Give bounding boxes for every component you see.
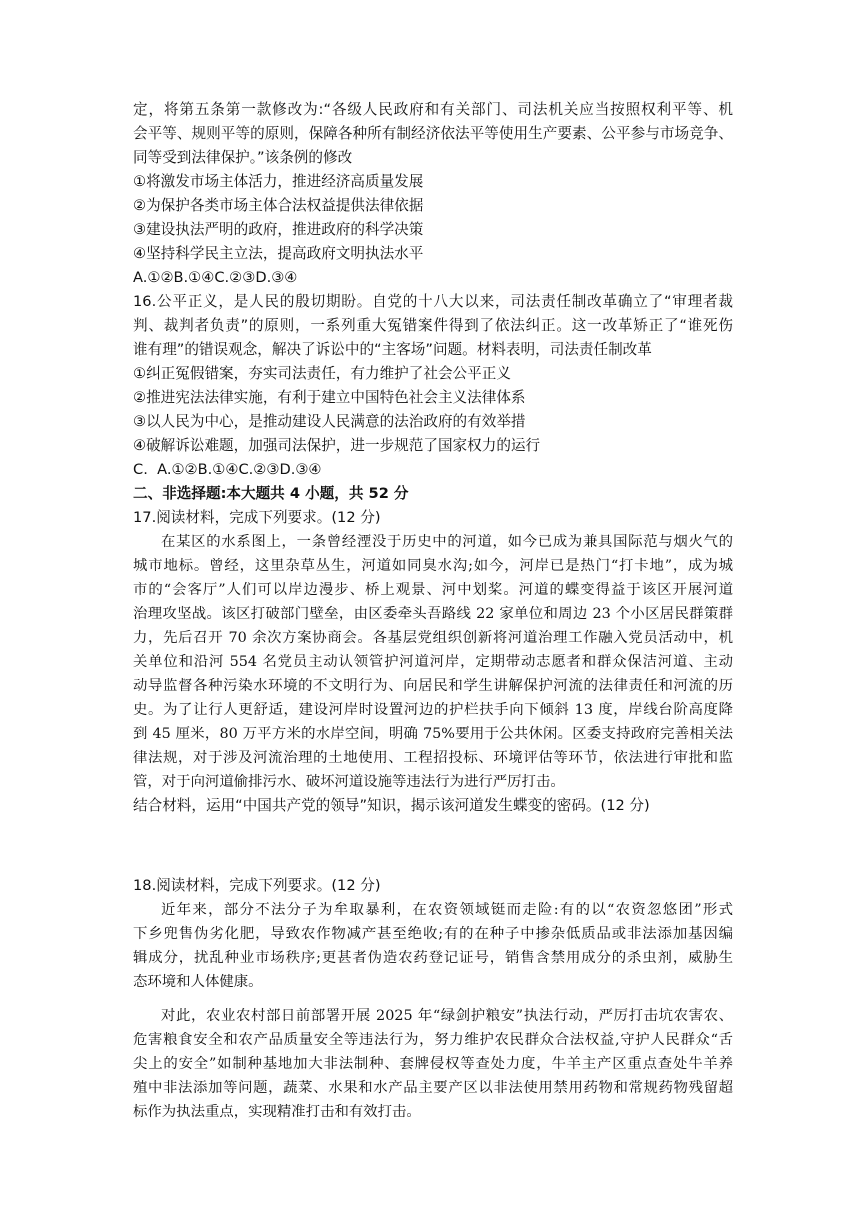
q18-material-line: 下乡兜售伪劣化肥，导致农作物减产甚至绝收;有的在种子中掺杂低质品或非法添加基因编 bbox=[133, 926, 733, 942]
q17-material-line: 到 45 厘米，80 万平方米的水岸空间，明确 75%要用于公共休闲。区委支持政府完善相关法 bbox=[133, 726, 733, 742]
q17-material-line: 动导监督各种污染水环境的不文明行为、向居民和学生讲解保护河流的法律责任和河流的历 bbox=[133, 678, 733, 694]
section-heading: 二、非选择题:本大题共 4 小题，共 52 分 bbox=[133, 485, 409, 502]
q15-option: ①将激发市场主体活力，推进经济高质量发展 bbox=[133, 173, 424, 190]
q16-option: ④破解诉讼难题，加强司法保护，进一步规范了国家权力的运行 bbox=[133, 437, 541, 454]
q16-stem-line: 判、裁判者负责”的原则，一系列重大冤错案件得到了依法纠正。这一改革矫正了“谁死伤 bbox=[133, 317, 733, 334]
q18-material-line: 殖中非法添加等问题，蔬菜、水果和水产品主要产区以非法使用禁用药物和常规药物残留超 bbox=[133, 1080, 733, 1096]
q18-material-line: 危害粮食安全和农产品质量安全等违法行为，努力维护农民群众合法权益,守护人民群众“舌 bbox=[133, 1032, 733, 1048]
q18-material-line: 辑成分，扰乱种业市场秩序;更甚者伪造农药登记证号，销售含禁用成分的杀虫剂，威胁生 bbox=[133, 950, 733, 966]
q17-material-line: 史。为了让行人更舒适，建设河岸时设置河边的护栏扶手向下倾斜 13 度，岸线台阶高度降 bbox=[133, 702, 733, 718]
q17-material-line: 律法规，对于涉及河流治理的土地使用、工程招投标、环境评估等环节，依法进行审批和监 bbox=[133, 750, 733, 766]
q18-material-line: 态环境和人体健康。 bbox=[133, 974, 263, 990]
q16-option: ②推进宪法法律实施，有利于建立中国特色社会主义法律体系 bbox=[133, 389, 526, 406]
q15-stem-line: 定，将第五条第一款修改为:“各级人民政府和有关部门、司法机关应当按照权利平等、机 bbox=[133, 101, 733, 118]
q15-choices: A.①②B.①④C.②③D.③④ bbox=[133, 269, 298, 286]
q16-option: ③以人民为中心，是推动建设人民满意的法治政府的有效举措 bbox=[133, 413, 526, 430]
q18-title: 18.阅读材料，完成下列要求。(12 分) bbox=[133, 877, 381, 894]
q15-stem-line: 同等受到法律保护。”该条例的修改 bbox=[133, 149, 353, 166]
q16-option: ①纠正冤假错案，夯实司法责任，有力维护了社会公平正义 bbox=[133, 365, 511, 382]
q17-material-line: 力，先后召开 70 余次方案协商会。各基层党组织创新将河道治理工作融入党员活动中，机 bbox=[133, 630, 733, 646]
q16-stem-line: 谁有理”的错误观念，解决了诉讼中的“主客场”问题。材料表明，司法责任制改革 bbox=[133, 341, 652, 358]
q15-stem-line: 会平等、规则平等的原则，保障各种所有制经济依法平等使用生产要素、公平参与市场竞争、 bbox=[133, 125, 733, 142]
q15-option: ③建设执法严明的政府，推进政府的科学决策 bbox=[133, 221, 424, 238]
q17-material-line: 市的“会客厅”人们可以岸边漫步、桥上观景、河中划桨。河道的蝶变得益于该区开展河道 bbox=[133, 582, 733, 598]
q15-option: ②为保护各类市场主体合法权益提供法律依据 bbox=[133, 197, 424, 214]
q16-choices: C. A.①②B.①④C.②③D.③④ bbox=[133, 461, 322, 478]
q18-material-line: 对此，农业农村部日前部署开展 2025 年“绿剑护粮安”执法行动，严厉打击坑农害农、 bbox=[161, 1008, 733, 1024]
q18-material-line: 尖上的安全”如制种基地加大非法制种、套牌侵权等查处力度，牛羊主产区重点查处牛羊养 bbox=[133, 1056, 733, 1072]
q18-material-line: 标作为执法重点，实现精准打击和有效打击。 bbox=[133, 1104, 421, 1120]
q17-material-line: 治理攻坚战。该区打破部门壁垒，由区委牵头吾路线 22 家单位和周边 23 个小区居民群策群 bbox=[133, 606, 733, 622]
q17-material-line: 城市地标。曾经，这里杂草丛生，河道如同臭水沟;如今，河岸已是热门“打卡地”，成为城 bbox=[133, 558, 733, 574]
q17-question: 结合材料，运用“中国共产党的领导”知识，揭示该河道发生蝶变的密码。(12 分) bbox=[133, 797, 650, 814]
q18-material-line: 近年来，部分不法分子为牟取暴利，在农资领域铤而走险:有的以“农资忽悠团”形式 bbox=[161, 902, 733, 918]
q17-material-line: 关单位和沿河 554 名党员主动认领管护河道河岸，定期带动志愿者和群众保洁河道、主动 bbox=[133, 654, 733, 670]
q15-option: ④坚持科学民主立法，提高政府文明执法水平 bbox=[133, 245, 424, 262]
q17-material-line: 管，对于向河道偷排污水、破坏河道设施等违法行为进行严厉打击。 bbox=[133, 774, 565, 790]
q16-stem-line: 16.公平正义，是人民的殷切期盼。自党的十八大以来，司法责任制改革确立了“审理者裁 bbox=[133, 293, 733, 310]
q17-material-line: 在某区的水系图上，一条曾经湮没于历史中的河道，如今已成为兼具国际范与烟火气的 bbox=[161, 534, 733, 550]
q17-title: 17.阅读材料，完成下列要求。(12 分) bbox=[133, 509, 381, 526]
